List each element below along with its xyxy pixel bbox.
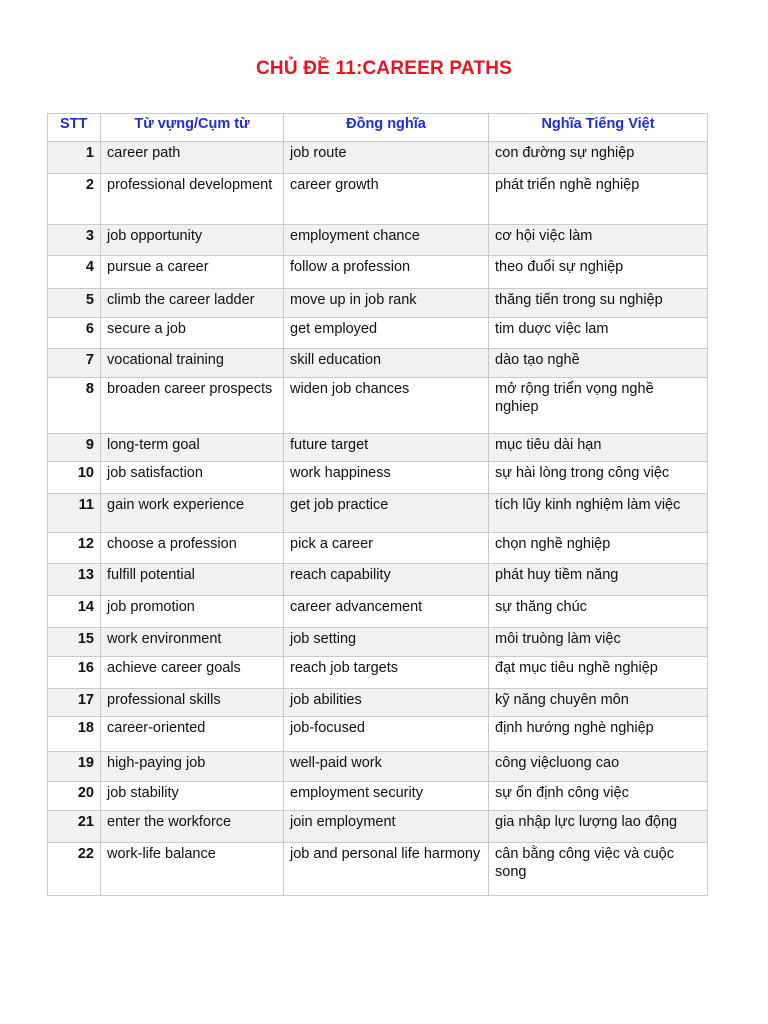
synonym: job abilities [284, 689, 489, 717]
synonym: follow a profession [284, 256, 489, 289]
table-row [48, 843, 708, 896]
synonym: pick a career [284, 533, 489, 564]
table-row [48, 811, 708, 843]
row-number: 13 [48, 564, 101, 596]
row-number: 18 [48, 717, 101, 752]
header-synonym: Đồng nghĩa [284, 114, 489, 142]
vocab-term: choose a profession [101, 533, 284, 564]
vocab-term: climb the career ladder [101, 289, 284, 318]
table-row [48, 717, 708, 752]
vietnamese-meaning: dào tạo nghề [489, 349, 708, 378]
vocab-term: job satisfaction [101, 462, 284, 494]
table-row [48, 596, 708, 628]
table-row [48, 378, 708, 434]
row-number: 8 [48, 378, 101, 434]
synonym: job and personal life harmony [284, 843, 489, 896]
table-row [48, 174, 708, 225]
table-row [48, 349, 708, 378]
row-number: 6 [48, 318, 101, 349]
vocab-term: work environment [101, 628, 284, 657]
header-stt: STT [48, 114, 101, 142]
page-title: CHỦ ĐỀ 11:CAREER PATHS [255, 58, 512, 79]
vietnamese-meaning: gia nhập lực lượng lao động [489, 811, 708, 843]
header-term: Từ vựng/Cụm từ [101, 114, 284, 142]
vocab-term: secure a job [101, 318, 284, 349]
table-row [48, 657, 708, 689]
vocab-term: job stability [101, 782, 284, 811]
row-number: 12 [48, 533, 101, 564]
row-number: 11 [48, 494, 101, 533]
vocab-term: career-oriented [101, 717, 284, 752]
vietnamese-meaning: mở rộng triển vọng nghề nghiep [489, 378, 708, 434]
synonym: future target [284, 434, 489, 462]
row-number: 9 [48, 434, 101, 462]
synonym: job-focused [284, 717, 489, 752]
table-row [48, 318, 708, 349]
table-row [48, 256, 708, 289]
vocab-term: gain work experience [101, 494, 284, 533]
vocab-term: professional skills [101, 689, 284, 717]
synonym: employment chance [284, 225, 489, 256]
vietnamese-meaning: phát triển nghề nghiệp [489, 174, 708, 225]
vietnamese-meaning: cân bằng công việc và cuộc song [489, 843, 708, 896]
row-number: 20 [48, 782, 101, 811]
synonym: career advancement [284, 596, 489, 628]
synonym: widen job chances [284, 378, 489, 434]
vocab-term: work-life balance [101, 843, 284, 896]
row-number: 10 [48, 462, 101, 494]
vocab-term: job promotion [101, 596, 284, 628]
row-number: 15 [48, 628, 101, 657]
vietnamese-meaning: sự ổn định công việc [489, 782, 708, 811]
vietnamese-meaning: theo đuổi sự nghiệp [489, 256, 708, 289]
vietnamese-meaning: tim duợc việc lam [489, 318, 708, 349]
table-row [48, 628, 708, 657]
vocab-term: broaden career prospects [101, 378, 284, 434]
vietnamese-meaning: sự thăng chúc [489, 596, 708, 628]
table-row [48, 752, 708, 782]
table-row [48, 564, 708, 596]
table-row [48, 434, 708, 462]
vietnamese-meaning: cơ hội việc làm [489, 225, 708, 256]
row-number: 1 [48, 142, 101, 174]
synonym: get employed [284, 318, 489, 349]
synonym: join employment [284, 811, 489, 843]
synonym: work happiness [284, 462, 489, 494]
row-number: 17 [48, 689, 101, 717]
vocab-term: fulfill potential [101, 564, 284, 596]
table-row [48, 782, 708, 811]
row-number: 14 [48, 596, 101, 628]
row-number: 19 [48, 752, 101, 782]
vietnamese-meaning: phát huy tiềm năng [489, 564, 708, 596]
vietnamese-meaning: công việcluong cao [489, 752, 708, 782]
vocab-term: professional development [101, 174, 284, 225]
vocab-term: enter the workforce [101, 811, 284, 843]
row-number: 21 [48, 811, 101, 843]
vietnamese-meaning: đạt mục tiêu nghề nghiệp [489, 657, 708, 689]
synonym: well-paid work [284, 752, 489, 782]
header-meaning: Nghĩa Tiếng Việt [489, 114, 708, 142]
vietnamese-meaning: mục tiêu dài hạn [489, 434, 708, 462]
row-number: 16 [48, 657, 101, 689]
vietnamese-meaning: kỹ năng chuyên môn [489, 689, 708, 717]
row-number: 2 [48, 174, 101, 225]
vietnamese-meaning: tích lũy kinh nghiệm làm việc [489, 494, 708, 533]
table-row [48, 494, 708, 533]
vocabulary-table [47, 113, 708, 896]
table-row [48, 225, 708, 256]
synonym: reach capability [284, 564, 489, 596]
synonym: get job practice [284, 494, 489, 533]
header-row [48, 114, 708, 142]
vocab-term: achieve career goals [101, 657, 284, 689]
synonym: reach job targets [284, 657, 489, 689]
vietnamese-meaning: định hướng nghè nghiệp [489, 717, 708, 752]
vocab-term: vocational training [101, 349, 284, 378]
vocab-term: long-term goal [101, 434, 284, 462]
synonym: employment security [284, 782, 489, 811]
row-number: 7 [48, 349, 101, 378]
row-number: 4 [48, 256, 101, 289]
synonym: career growth [284, 174, 489, 225]
synonym: job route [284, 142, 489, 174]
table-row [48, 142, 708, 174]
row-number: 5 [48, 289, 101, 318]
vietnamese-meaning: môi truòng làm việc [489, 628, 708, 657]
vocab-term: high-paying job [101, 752, 284, 782]
table-body [48, 142, 708, 896]
vietnamese-meaning: sự hài lòng trong công việc [489, 462, 708, 494]
table-row [48, 533, 708, 564]
vietnamese-meaning: thăng tiến trong su nghiệp [489, 289, 708, 318]
table-row [48, 289, 708, 318]
vocab-term: pursue a career [101, 256, 284, 289]
row-number: 3 [48, 225, 101, 256]
vietnamese-meaning: con đường sự nghiệp [489, 142, 708, 174]
vocab-term: job opportunity [101, 225, 284, 256]
synonym: skill education [284, 349, 489, 378]
synonym: move up in job rank [284, 289, 489, 318]
vocab-term: career path [101, 142, 284, 174]
row-number: 22 [48, 843, 101, 896]
table-row [48, 462, 708, 494]
table-row [48, 689, 708, 717]
synonym: job setting [284, 628, 489, 657]
vietnamese-meaning: chọn nghề nghiệp [489, 533, 708, 564]
